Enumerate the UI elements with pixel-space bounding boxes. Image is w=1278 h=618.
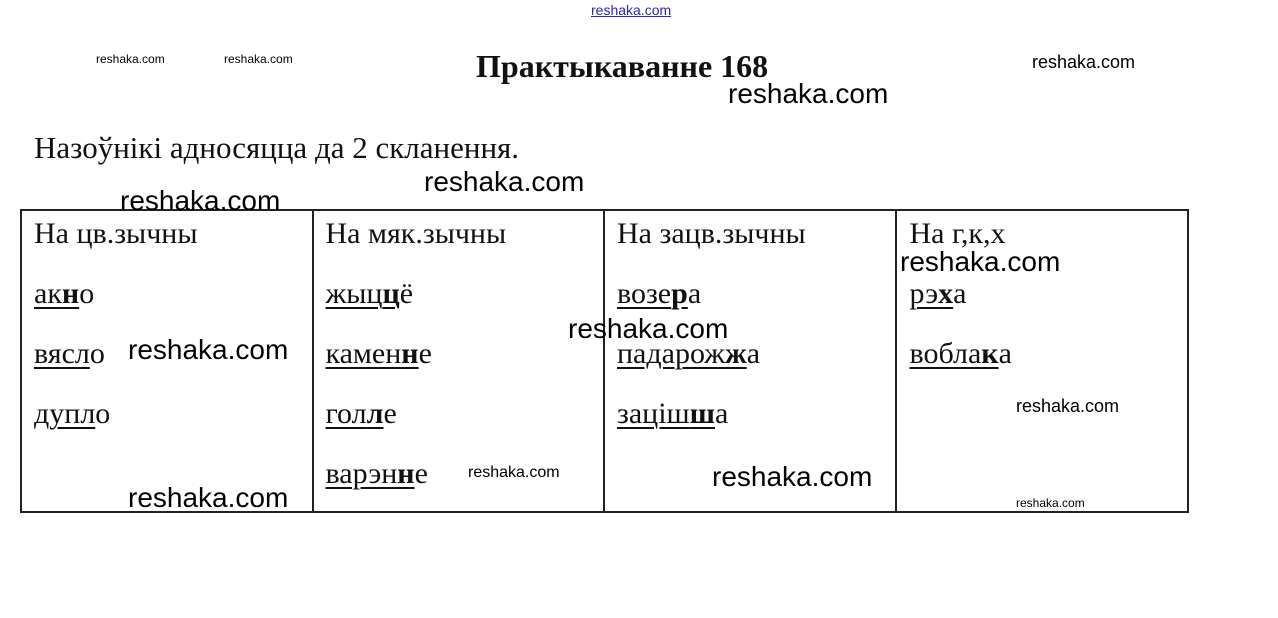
watermark: reshaka.com [128,482,289,513]
watermark: reshaka.com [96,52,165,66]
watermark: reshaka.com [728,78,889,109]
column-soft-consonant [314,211,606,511]
watermark: reshaka.com [224,52,293,66]
watermark: reshaka.com [712,461,873,492]
exercise-title: Практыкаванне 168 [476,48,769,84]
watermark: reshaka.com [468,464,560,481]
watermark: reshaka.com [120,185,281,216]
word-item: каменне [325,337,432,370]
column-header: На зацв.зычны [617,217,806,250]
word-item: возера [617,277,702,310]
watermark-top[interactable]: reshaka.com [591,2,672,18]
word-item: падарожжа [617,337,761,370]
word-item: варэнне [325,457,428,490]
watermark: reshaka.com [1016,396,1120,416]
watermark: reshaka.com [900,246,1061,277]
column-header: На г,к,х [909,217,1006,250]
column-header: На мяк.зычны [325,217,507,250]
word-item: зацiшша [617,397,729,430]
word-item: жыццё [325,277,414,310]
watermark: reshaka.com [568,313,729,344]
watermark: reshaka.com [128,334,289,365]
watermark: reshaka.com [1016,496,1085,510]
word-item: вясло [34,337,105,370]
task-text: Назоўнікі адносяцца да 2 скланення. [34,130,520,165]
watermark: reshaka.com [1032,52,1136,72]
word-item: рэха [909,277,967,310]
word-item: акно [34,277,95,310]
word-item: воблака [909,337,1012,370]
word-item: голле [325,397,397,430]
column-header: На цв.зычны [34,217,198,250]
word-item: дупло [34,397,111,430]
watermark: reshaka.com [424,166,585,197]
